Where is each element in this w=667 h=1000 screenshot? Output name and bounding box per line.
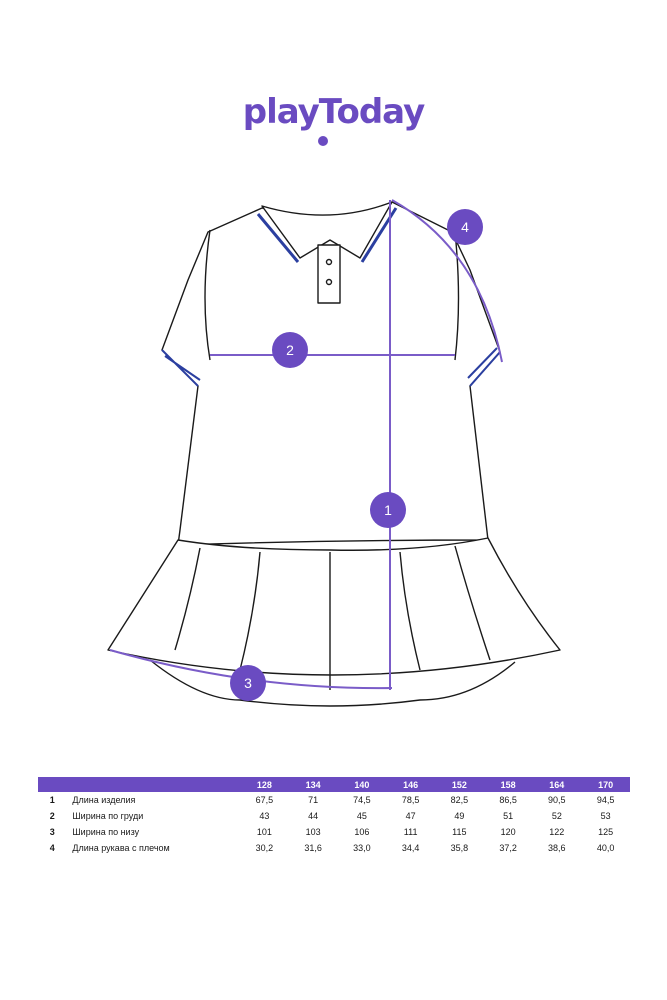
row-value: 47: [405, 811, 416, 821]
row-value: 33,0: [353, 843, 371, 853]
row-value: 71: [308, 795, 319, 805]
header-num-cell: [38, 777, 66, 792]
size-header: 164: [532, 777, 581, 792]
row-value: 115: [452, 827, 467, 837]
size-header: 128: [240, 777, 289, 792]
brand-logo-dot: [318, 136, 328, 146]
table-row: [38, 792, 630, 808]
row-name: Ширина по груди: [72, 811, 144, 821]
size-header: 140: [338, 777, 387, 792]
row-value: 37,2: [499, 843, 517, 853]
row-value: 40,0: [596, 843, 615, 853]
row-value: 94,5: [596, 795, 615, 805]
ruffle-skirt: [108, 538, 560, 675]
row-value: 125: [598, 827, 614, 837]
brand-logo: [0, 92, 667, 132]
size-header: 152: [435, 777, 484, 792]
marker-1: [370, 492, 406, 528]
row-number: 2: [49, 811, 55, 821]
size-chart-table: [38, 777, 630, 856]
row-number: 4: [49, 843, 55, 853]
marker-3: [230, 665, 266, 701]
size-header: 170: [581, 777, 630, 792]
row-value: 82,5: [450, 795, 469, 805]
brand-logo-text: playToday: [242, 92, 425, 132]
header-name-cell: [66, 777, 240, 792]
row-value: 122: [549, 827, 565, 837]
row-value: 67,5: [255, 795, 274, 805]
marker-4-label: 4: [461, 219, 469, 235]
row-value: 35,8: [450, 843, 469, 853]
row-value: 51: [503, 811, 514, 821]
row-value: 90,5: [548, 795, 566, 805]
marker-2-label: 2: [286, 342, 294, 358]
row-value: 74,5: [353, 795, 371, 805]
marker-3-label: 3: [244, 675, 252, 691]
row-name: Ширина по низу: [72, 827, 140, 837]
row-value: 45: [356, 811, 367, 821]
row-value: 38,6: [548, 843, 566, 853]
row-value: 43: [259, 811, 270, 821]
table-row: [38, 840, 630, 856]
row-name: Длина изделия: [72, 795, 136, 805]
size-header: 146: [386, 777, 435, 792]
row-value: 53: [600, 811, 611, 821]
size-header: 158: [484, 777, 533, 792]
row-value: 101: [256, 827, 272, 837]
row-value: 111: [403, 827, 418, 837]
table-row: [38, 824, 630, 840]
row-number: 3: [49, 827, 55, 837]
row-value: 103: [305, 827, 321, 837]
marker-4: [447, 209, 483, 245]
row-value: 30,2: [255, 843, 274, 853]
row-value: 106: [354, 827, 370, 837]
marker-1-label: 1: [384, 502, 392, 518]
table-row: [38, 808, 630, 824]
row-value: 52: [551, 811, 562, 821]
marker-2: [272, 332, 308, 368]
placket: [318, 245, 340, 303]
row-value: 78,5: [401, 795, 420, 805]
row-value: 86,5: [499, 795, 517, 805]
row-number: 1: [49, 795, 55, 805]
size-header: 134: [289, 777, 338, 792]
row-name: Длина рукава с плечом: [72, 843, 170, 853]
row-value: 120: [500, 827, 516, 837]
row-value: 44: [308, 811, 319, 821]
row-value: 31,6: [304, 843, 322, 853]
row-value: 34,4: [401, 843, 420, 853]
dress-technical-drawing: [0, 180, 667, 720]
dress-outline: [108, 202, 560, 706]
row-value: 49: [454, 811, 465, 821]
size-header-row: [38, 777, 630, 792]
